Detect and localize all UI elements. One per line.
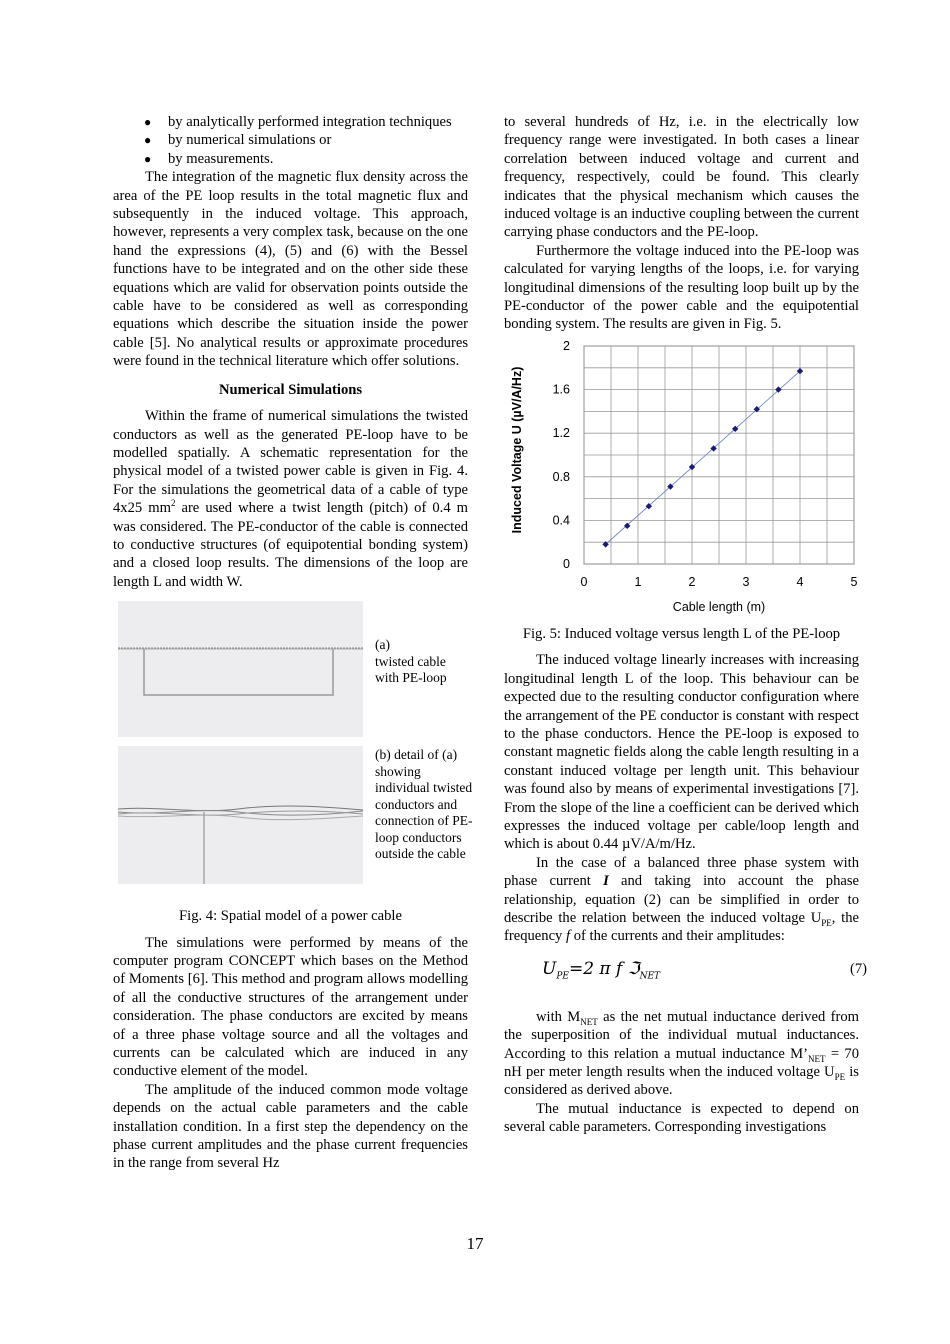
- figure-4: [113, 601, 473, 901]
- paragraph: Furthermore the voltage induced into the PE-loop was calculated for varying lengths of the loops, i.e. for varying longitudinal dimensions of the resulting loop built up by the PE-conductor of the power cable and the equipotential bonding system. The results are given in Fig. 5.: [504, 242, 859, 333]
- equation-formula: $U_{PE}=2$ π f ℑ$_{NET}$: [542, 958, 661, 982]
- left-column: [113, 113, 473, 1173]
- fig4-panel-b: [118, 746, 363, 884]
- fig4-b-text: (b) detail of (a) showing individual twisted conductors and connection of PE-loop conductors outside the cable: [375, 747, 473, 862]
- figure-5-chart: [499, 334, 864, 619]
- bullet-icon: ●: [144, 151, 152, 166]
- x-tick-label: 4: [796, 574, 804, 589]
- x-tick-label: 1: [634, 574, 642, 589]
- x-tick-label: 5: [850, 574, 858, 589]
- paragraph: In the case of a balanced three phase system with phase current I and taking into account the phase relationship, equation (2) can be simplified in order to describe the relation between the induced voltage $U_{PE}$, the frequency f of the currents and their amplitudes:: [504, 854, 859, 945]
- fig4-panel-a: [118, 601, 363, 737]
- y-tick-label: 0: [563, 556, 570, 571]
- bullet-icon: ●: [144, 133, 152, 148]
- y-tick-label: 0.8: [552, 469, 570, 484]
- paragraph: The induced voltage linearly increases with increasing longitudinal length L of the loop. This behaviour can be expected due to the resulting conductor configuration where the arrangement of the PE conductor is constant with respect to the phase conductors. Hence the PE-loop is exposed to constant magnetic fields along the cable length resulting in a constant induced voltage per length unit. This behaviour was found also by means of experimental investigations [7]. From the slope of the line a coefficient can be derived which expresses the induced voltage per cable/loop length and which is about 0.44 µV/A/m/Hz.: [504, 652, 859, 853]
- x-tick-label: 2: [688, 574, 696, 589]
- fig4-a-label: (a): [375, 637, 390, 653]
- y-tick-label: 1.2: [552, 426, 570, 441]
- x-tick-label: 3: [742, 574, 750, 589]
- fig4-a-text: twisted cable with PE-loop: [375, 653, 447, 686]
- paragraph: with $M_{NET}$ as the net mutual inductance derived from the superposition of the individual mutual inductances. According to this relation a mutual inductance $M’_{NET} = 70$ nH per meter length results when the induced voltage $U_{PE}$ is considered as derived above.: [504, 1008, 859, 1099]
- bullet-icon: ●: [144, 115, 152, 129]
- section-heading: Numerical Simulations: [218, 381, 363, 398]
- fig4-twisted-cable-image: [118, 601, 363, 737]
- bullet-item: ● by analytically performed integration techniques: [144, 114, 452, 130]
- paragraph: The integration of the magnetic flux density across the area of the PE loop results in the total magnetic flux and subsequently in the induced voltage. This approach, however, represents a very complex task, because on the one hand the expressions (4), (5) and (6) with the Bessel functions have to be integrated and on the other side these equations which are valid for observation points outside the cable have to be considered as well as corresponding equations which describe the situation inside the power cable [5]. No analytical results or approximate procedures were found in the technical literature which offer solutions.: [113, 169, 468, 370]
- right-column: [504, 113, 867, 1137]
- y-tick-label: 1.6: [552, 382, 570, 397]
- paragraph: Within the frame of numerical simulations the twisted conductors as well as the generated PE-loop have to be modelled spatially. A schematic representation for the physical model of a twisted power cable is given in Fig. 4. For the simulations the geometrical data of a cable of type 4x25 $mm^2$ are used where a twist length (pitch) of 0.4 m was considered. The PE-conductor of the cable is connected to conductive structures (of equipotential bonding system) and a closed loop results. The dimensions of the loop are length L and width W.: [113, 408, 469, 590]
- bullet-item: ● by numerical simulations or: [144, 132, 332, 149]
- y-axis-label: Induced Voltage U (µV/A/Hz): [510, 366, 524, 534]
- bullet-item: ● by measurements.: [144, 150, 274, 167]
- y-tick-label: 2: [563, 338, 570, 353]
- equation-7: [504, 952, 867, 990]
- equation-number: (7): [849, 960, 867, 977]
- paragraph: The amplitude of the induced common mode voltage depends on the actual cable parameters and the cable installation condition. In a first step the dependency on the phase current amplitudes and the phase current frequencies in the range from several Hz: [113, 1081, 468, 1172]
- y-tick-label: 0.4: [552, 513, 570, 528]
- figure-caption: Fig. 5: Induced voltage versus length L of the PE-loop: [522, 625, 841, 642]
- paragraph: The simulations were performed by means of the computer program CONCEPT which bases on the Method of Moments [6]. This method and program allows modelling of all the conductive structures of the arrangement under consideration. The phase conductors are excited by means of a three phase voltage source and all the voltages and currents can be calculated which are induced in any conductive element of the model.: [113, 934, 468, 1080]
- chart-svg: [499, 334, 864, 619]
- fig4-detail-image: [118, 746, 363, 884]
- page-number: 17: [466, 1234, 484, 1253]
- figure-caption: Fig. 4: Spatial model of a power cable: [179, 908, 402, 925]
- paragraph: to several hundreds of Hz, i.e. in the electrically low frequency range were investigated. In both cases a linear correlation between induced voltage and current and frequency, respectively, could be found. This clearly indicates that the physical mechanism which causes the induced voltage is an inductive coupling between the current carrying phase conductors and the PE-loop.: [504, 114, 859, 241]
- x-axis-label: Cable length (m): [672, 599, 766, 614]
- paragraph: The mutual inductance is expected to depend on several cable parameters. Corresponding investigations: [504, 1100, 859, 1136]
- x-tick-label: 0: [580, 574, 588, 589]
